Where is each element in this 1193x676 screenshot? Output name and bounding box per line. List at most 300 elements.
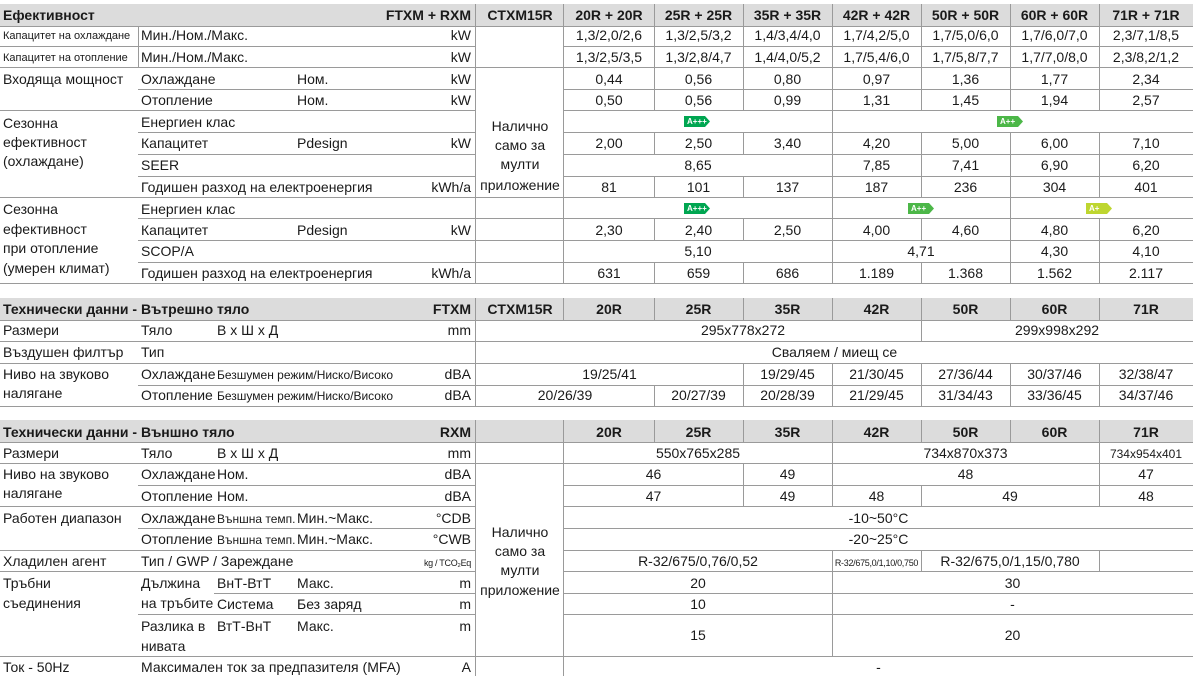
row-sub: Безшумен режим/Ниско/Високо [217, 368, 394, 382]
ctxm-note: мулти [500, 562, 540, 578]
row-sub: Охлаждане [141, 71, 216, 87]
cell: 734x954x401 [1109, 447, 1183, 461]
row-label: Капацитет на отопление [3, 52, 128, 64]
grid-line [138, 218, 1193, 219]
row-sub: Годишен разход на електроенергия [141, 265, 373, 281]
cell: 20/28/39 [760, 387, 815, 403]
grid-line [0, 463, 1193, 464]
grid-line [832, 550, 833, 656]
cell: 48 [957, 466, 974, 482]
row-label: налягане [3, 385, 63, 401]
grid-line [1010, 298, 1011, 320]
grid-line [1099, 218, 1100, 283]
col-header: 42R + 42R [842, 7, 911, 23]
grid-line [921, 4, 922, 110]
cell: 1.189 [858, 265, 895, 281]
cell: 1,3/2,5/3,5 [575, 49, 643, 65]
cell: 2,00 [595, 135, 623, 151]
cell: 4,10 [1132, 243, 1160, 259]
cell: 5,00 [951, 135, 980, 151]
grid-line [0, 197, 1193, 198]
grid-line [138, 528, 476, 529]
energy-badge-appp [684, 203, 710, 214]
cell: 20/27/39 [671, 387, 726, 403]
cell: -20~25°C [848, 531, 909, 547]
cell: 401 [1134, 179, 1158, 195]
row-unit: m [459, 618, 471, 634]
cell: 1,7/5,8/7,7 [932, 49, 999, 65]
cell: 0,44 [595, 71, 623, 87]
grid-line [138, 26, 139, 67]
row-unit: kWh/a [431, 265, 471, 281]
row-sub: Капацитет [141, 222, 209, 238]
cell: - [876, 659, 881, 675]
grid-line [0, 406, 1193, 407]
row-unit: kg / TCO₂Eq [423, 558, 471, 568]
row-label: (умерен климат) [3, 260, 110, 276]
row-label: Ниво на звуково [3, 466, 109, 482]
grid-line [0, 26, 1193, 27]
cell: 4,60 [951, 222, 980, 238]
row-sub: Pdesign [297, 222, 348, 238]
row-sub: на тръбите [141, 595, 214, 611]
row-sub: В x Ш x Д [217, 322, 279, 338]
cell: 20 [1004, 627, 1021, 643]
grid-line [0, 550, 476, 551]
grid-line [654, 4, 655, 110]
row-sub: Мин.~Макс. [297, 510, 374, 526]
row-label: Въздушен филтър [3, 344, 124, 360]
cell: 48 [868, 488, 885, 504]
row-sub: Ном. [297, 92, 329, 108]
row-sub: SEER [141, 157, 180, 173]
cell: 1,4/3,4/4,0 [754, 27, 821, 43]
row-unit: dBA [444, 488, 471, 504]
row-label: ефективност [3, 221, 87, 237]
cell: 4,30 [1040, 243, 1069, 259]
row-sub: ВнТ-ВтТ [217, 575, 272, 591]
energy-badge-app [908, 203, 934, 214]
cell: 49 [779, 488, 796, 504]
grid-line [214, 593, 476, 594]
grid-line [138, 89, 476, 90]
row-unit: kW [450, 27, 471, 43]
grid-line [654, 176, 655, 197]
grid-line [743, 4, 744, 110]
cell: 32/38/47 [1118, 366, 1174, 382]
row-sub: Макс. [297, 618, 334, 634]
grid-line [921, 363, 922, 407]
cell: 31/34/43 [938, 387, 993, 403]
row-sub: Мин.~Макс. [297, 531, 374, 547]
grid-line [1010, 4, 1011, 110]
row-sub: Охлаждане [141, 366, 216, 382]
energy-badge-appp [684, 116, 710, 127]
row-label: Капацитет на охлаждане [3, 30, 131, 42]
grid-line [475, 420, 476, 676]
col-header: 35R [774, 424, 801, 440]
row-unit: m [459, 575, 471, 591]
col-header: 25R [685, 301, 712, 317]
row-unit: mm [447, 322, 471, 338]
cell: 4,00 [862, 222, 891, 238]
energy-class-label: A+++ [687, 204, 707, 213]
cell: 30/37/46 [1027, 366, 1082, 382]
col-header: 35R + 35R [753, 7, 822, 23]
grid-line [832, 363, 833, 407]
ctxm-note: мулти [500, 156, 540, 172]
row-sub: В x Ш x Д [217, 445, 279, 461]
grid-line [564, 571, 1193, 572]
grid-line [743, 463, 744, 506]
cell: 1,77 [1040, 71, 1069, 87]
cell: 2,3/7,1/8,5 [1112, 27, 1180, 43]
grid-line [0, 110, 476, 111]
row-sub: Енергиен клас [141, 201, 236, 217]
col-header: 50R [952, 424, 979, 440]
col-header: 60R [1041, 424, 1068, 440]
cell: 1,94 [1040, 92, 1069, 108]
cell: 659 [686, 265, 711, 281]
grid-line [743, 218, 744, 240]
cell: 20 [690, 575, 706, 591]
ctxm-note: Налично [491, 118, 549, 134]
row-sub: Охлаждане [141, 466, 216, 482]
ctxm-note: само за [494, 137, 546, 153]
col-header: 20R [596, 424, 622, 440]
cell: 0,80 [773, 71, 802, 87]
row-label: Сезонна [3, 201, 58, 217]
row-sub: Тип / GWP / Зареждане [141, 553, 294, 569]
grid-line [0, 283, 1193, 284]
grid-line [564, 528, 1193, 529]
row-sub: Тяло [141, 445, 173, 461]
col-header: 42R [863, 301, 890, 317]
cell: 1,7/4,2/5,0 [843, 27, 910, 43]
col-header: 60R [1041, 301, 1068, 317]
col-header: 35R [774, 301, 801, 317]
grid-line [475, 298, 476, 407]
grid-line [0, 67, 1193, 68]
cell: 0,99 [773, 92, 802, 108]
row-sub: SCOP/A [141, 243, 194, 259]
cell: 47 [1138, 466, 1154, 482]
cell: - [1010, 596, 1015, 612]
grid-line [563, 4, 564, 284]
grid-line [743, 132, 744, 154]
grid-line [138, 614, 476, 615]
cell: 2,57 [1132, 92, 1160, 108]
ctxm-note: Налично [491, 524, 549, 540]
grid-line [1099, 132, 1100, 197]
row-label: Ток - 50Hz [3, 659, 70, 675]
row-label: Сезонна [3, 115, 58, 131]
cell: 686 [775, 265, 800, 281]
cell: 1,7/5,4/6,0 [843, 49, 910, 65]
grid-line [564, 593, 1193, 594]
cell: 7,41 [951, 157, 980, 173]
cell: 30 [1004, 575, 1021, 591]
grid-line [921, 485, 922, 506]
grid-line [921, 218, 922, 240]
row-unit: kW [450, 71, 471, 87]
row-label: Размери [3, 445, 59, 461]
row-sub: нивата [141, 638, 186, 654]
cell: 49 [1002, 488, 1018, 504]
grid-line [1099, 298, 1100, 320]
energy-class-label: A++ [1000, 117, 1016, 126]
grid-line [138, 132, 476, 133]
row-unit: kW [450, 135, 471, 151]
row-label: Хладилен агент [3, 553, 107, 569]
cell: 81 [601, 179, 617, 195]
row-sub: Тип [141, 344, 165, 360]
grid-line [654, 262, 655, 283]
row-sub: Отопление [141, 488, 213, 504]
cell: Сваляем / миещ се [771, 344, 898, 360]
row-unit: °CDB [435, 510, 471, 526]
grid-line [921, 420, 922, 442]
cell: 1,45 [951, 92, 980, 108]
grid-line [1010, 420, 1011, 442]
cell: 27/36/44 [938, 366, 993, 382]
grid-line [1099, 363, 1100, 407]
col-header: 20R + 20R [575, 7, 643, 23]
grid-line [138, 176, 476, 177]
cell: 101 [686, 179, 711, 195]
row-sub: Охлаждане [141, 510, 216, 526]
cell: 6,00 [1040, 135, 1069, 151]
row-label: налягане [3, 485, 63, 501]
col-header: 71R [1133, 424, 1159, 440]
cell: 734x870x373 [923, 445, 1008, 461]
row-label: при отопление [3, 240, 99, 256]
grid-line [921, 262, 922, 283]
cell: 1,3/2,8/4,7 [665, 49, 732, 65]
grid-line [743, 363, 744, 407]
grid-line [832, 298, 833, 320]
grid-line [564, 506, 1193, 507]
row-unit: A [461, 659, 471, 675]
row-unit: kWh/a [431, 179, 471, 195]
row-label: съединения [3, 595, 81, 611]
energy-class-label: A+++ [687, 117, 707, 126]
row-sub: Ном. [297, 71, 329, 87]
grid-line [1010, 132, 1011, 284]
col-header: 71R + 71R [1112, 7, 1180, 23]
cell: 4,20 [862, 135, 891, 151]
grid-line [832, 4, 833, 284]
grid-line [921, 298, 922, 341]
cell: 7,85 [862, 157, 891, 173]
grid-line [138, 154, 476, 155]
grid-line [743, 420, 744, 442]
row-sub: Отопление [141, 387, 213, 403]
cell: 3,40 [773, 135, 802, 151]
cell: 4,71 [907, 243, 935, 259]
grid-line [654, 385, 655, 406]
grid-line [1099, 4, 1100, 110]
row-label: Размери [3, 322, 59, 338]
ctxm-note: само за [494, 543, 546, 559]
cell: 1,3/2,5/3,2 [665, 27, 732, 43]
cell: 2,30 [595, 222, 623, 238]
model-label: RXM [439, 424, 471, 440]
cell: 2,50 [773, 222, 802, 238]
cell: 2,34 [1132, 71, 1160, 87]
grid-line [0, 656, 1193, 657]
grid-line [654, 420, 655, 442]
row-label: Ниво на звуково [3, 366, 109, 382]
row-sub: Ном. [217, 488, 249, 504]
cell: 2,3/8,2/1,2 [1112, 49, 1180, 65]
row-sub: Макс. [297, 575, 334, 591]
col-header: CTXM15R [487, 301, 553, 317]
grid-line [654, 298, 655, 320]
grid-line [0, 341, 1193, 342]
cell: 1,36 [951, 71, 980, 87]
row-sub: Отопление [141, 92, 213, 108]
cell: 4,80 [1040, 222, 1069, 238]
cell: 33/36/45 [1027, 387, 1082, 403]
cell: 47 [645, 488, 662, 504]
row-sub: Дължина [141, 575, 201, 591]
cell: 1.368 [947, 265, 984, 281]
cell: 6,20 [1132, 157, 1160, 173]
row-sub: Максимален ток за предпазителя (MFA) [141, 659, 401, 675]
cell: 19/25/41 [582, 366, 637, 382]
row-unit: m [459, 596, 471, 612]
col-header: 25R + 25R [664, 7, 733, 23]
grid-line [138, 262, 1193, 263]
cell: 295x778x272 [700, 322, 786, 338]
row-unit: °CWB [432, 531, 471, 547]
cell: 304 [1042, 179, 1067, 195]
grid-line [0, 363, 1193, 364]
row-sub: Тяло [141, 322, 173, 338]
col-header: 25R [685, 424, 712, 440]
grid-line [832, 420, 833, 506]
cell: 2,40 [684, 222, 713, 238]
cell: 0,50 [595, 92, 623, 108]
cell: R-32/675,0/1,15/0,780 [940, 553, 1080, 569]
cell: 46 [645, 466, 662, 482]
row-sub: Безшумен режим/Ниско/Високо [217, 389, 394, 403]
cell: 0,56 [684, 92, 713, 108]
cell: 49 [779, 466, 796, 482]
grid-line [654, 132, 655, 154]
row-sub: ВтТ-ВнТ [217, 618, 272, 634]
grid-line [0, 320, 1193, 321]
ctxm-note: приложение [480, 177, 560, 193]
cell: 299x998x292 [1014, 322, 1100, 338]
cell: 21/29/45 [849, 387, 904, 403]
row-sub: Мин./Ном./Макс. [141, 49, 249, 65]
cell: 1.562 [1036, 265, 1073, 281]
cell: 1,7/6,0/7,0 [1021, 27, 1088, 43]
row-unit: kW [450, 222, 471, 238]
row-label: (охлаждане) [3, 153, 84, 169]
cell: 1,3/2,0/2,6 [575, 27, 643, 43]
energy-badge-app [997, 116, 1023, 127]
grid-line [138, 385, 1193, 386]
cell: 20/26/39 [537, 387, 593, 403]
grid-line [743, 298, 744, 320]
model-label: FTXM + RXM [385, 7, 471, 23]
cell: 8,65 [684, 157, 712, 173]
model-label: FTXM [432, 301, 471, 317]
energy-class-label: A++ [911, 204, 927, 213]
grid-line [921, 132, 922, 197]
cell: 5,10 [684, 243, 712, 259]
cell: 631 [597, 265, 621, 281]
grid-line [0, 442, 1193, 443]
grid-line [563, 298, 564, 320]
cell: 1,4/4,0/5,2 [754, 49, 821, 65]
grid-line [1010, 363, 1011, 407]
cell: 6,90 [1040, 157, 1069, 173]
row-sub: Без заряд [297, 596, 362, 612]
section-title: Технически данни - Външно тяло [3, 424, 235, 440]
row-label: Работен диапазон [3, 510, 122, 526]
row-unit: kW [450, 92, 471, 108]
row-sub: Pdesign [297, 135, 348, 151]
row-sub: Външна темп. [217, 512, 296, 526]
col-header: 50R [952, 301, 979, 317]
energy-badge-ap [1086, 203, 1112, 214]
row-sub: Капацитет [141, 135, 209, 151]
cell: 6,20 [1132, 222, 1160, 238]
cell: 34/37/46 [1118, 387, 1174, 403]
grid-line [1099, 550, 1100, 571]
cell: R-32/675,0/1,10/0,750 [834, 558, 919, 568]
row-sub: Ном. [217, 466, 249, 482]
col-header: 42R [863, 424, 890, 440]
row-sub: Мин./Ном./Макс. [141, 27, 249, 43]
cell: 1,7/7,0/8,0 [1021, 49, 1088, 65]
cell: 19/29/45 [760, 366, 815, 382]
row-label: Тръбни [3, 575, 51, 591]
row-unit: kW [450, 49, 471, 65]
grid-line [1099, 420, 1100, 506]
row-sub: Отопление [141, 531, 213, 547]
grid-line [563, 420, 564, 676]
grid-line [138, 240, 1193, 241]
col-header: CTXM15R [487, 7, 553, 23]
grid-line [0, 46, 476, 47]
col-header: 50R + 50R [931, 7, 1000, 23]
row-unit: dBA [444, 366, 471, 382]
row-sub: Енергиен клас [141, 114, 236, 130]
col-header: 20R [596, 301, 622, 317]
cell: 2,50 [684, 135, 713, 151]
cell: R-32/675/0,76/0,52 [638, 553, 758, 569]
grid-line [564, 614, 1193, 615]
cell: 7,10 [1132, 135, 1160, 151]
row-unit: dBA [444, 466, 471, 482]
ctxm-note: приложение [480, 582, 560, 598]
cell: 21/30/45 [849, 366, 904, 382]
row-label: ефективност [3, 134, 87, 150]
cell: 0,56 [684, 71, 713, 87]
row-sub: Система [217, 596, 274, 612]
cell: 48 [1138, 488, 1154, 504]
section-title: Технически данни - Вътрешно тяло [3, 301, 250, 317]
col-header: 71R [1133, 301, 1159, 317]
cell: 15 [690, 627, 706, 643]
cell: 1,31 [862, 92, 891, 108]
grid-line [475, 4, 476, 284]
